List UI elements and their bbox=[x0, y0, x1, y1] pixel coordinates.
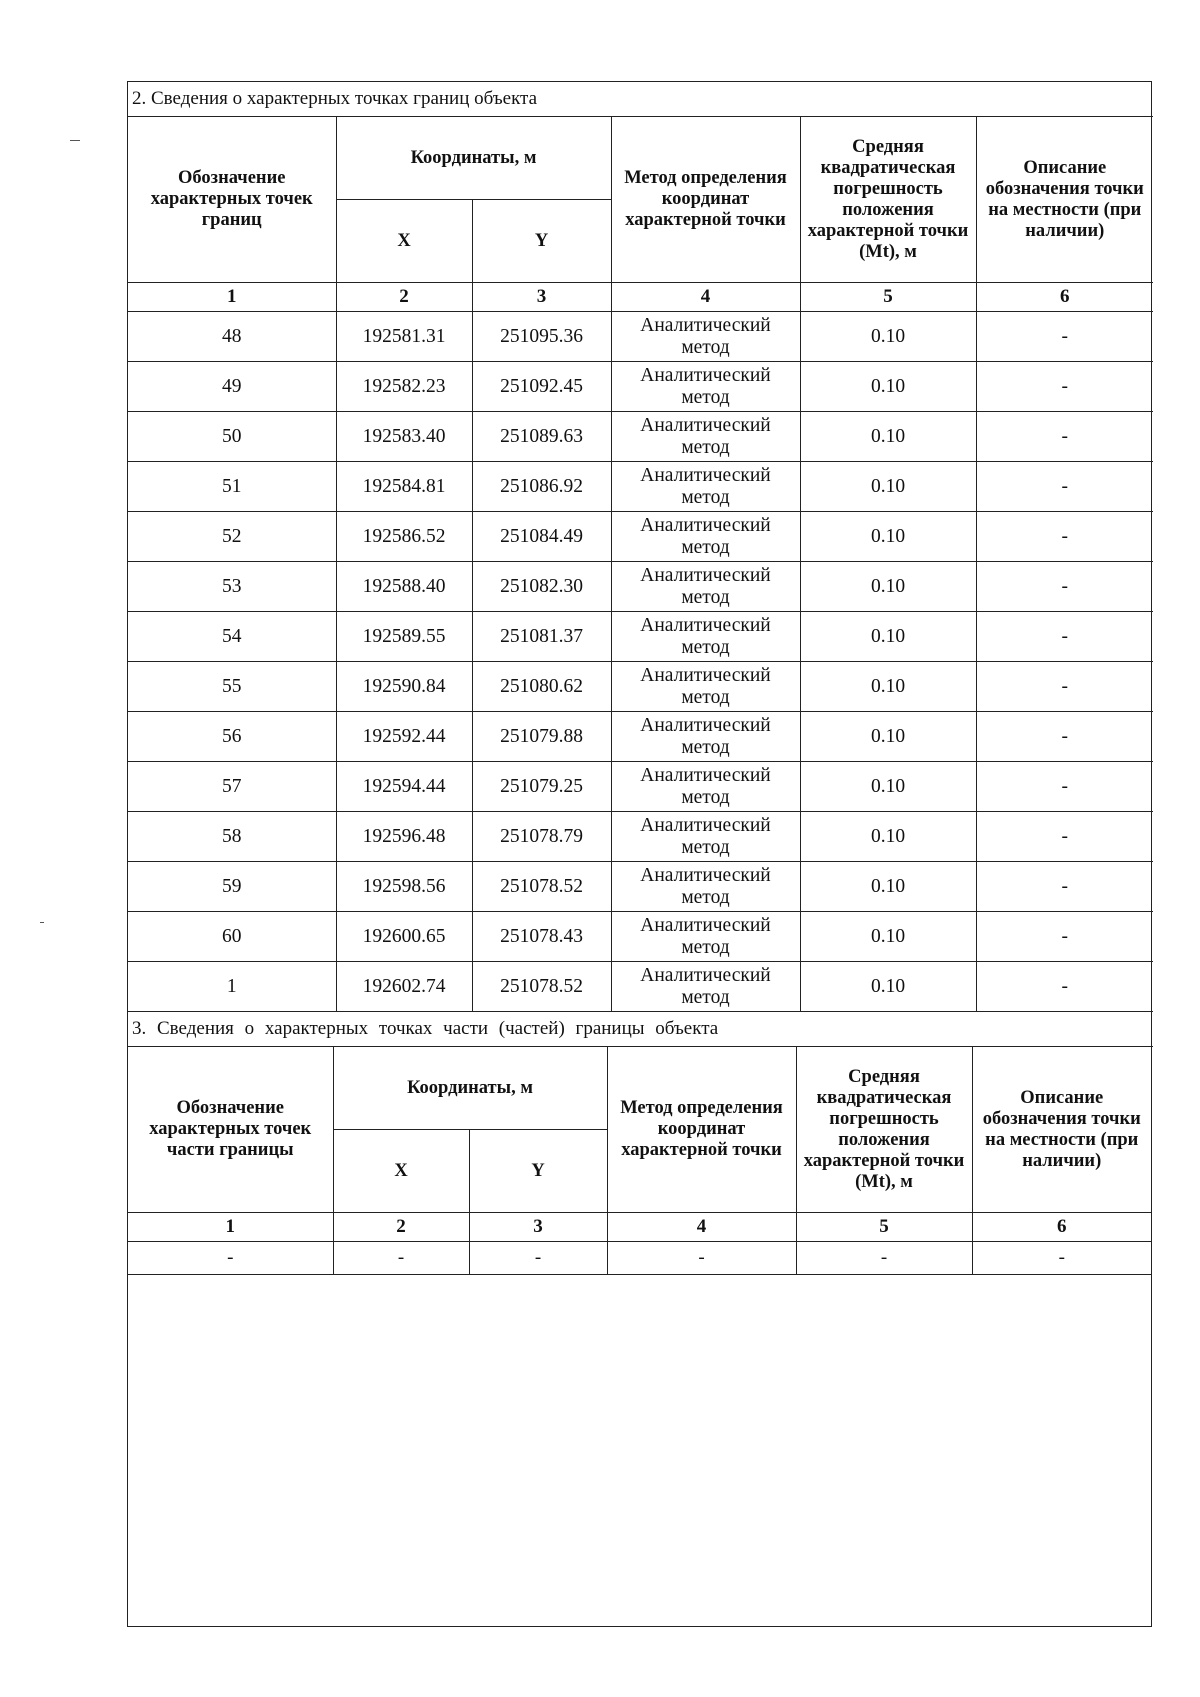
header-description: Описание обозначения точки на местности (при наличии) bbox=[972, 1047, 1151, 1213]
y-coordinate-cell: 251080.62 bbox=[472, 662, 611, 712]
table-row bbox=[128, 462, 1153, 512]
column-number: 6 bbox=[972, 1213, 1151, 1242]
error-cell: 0.10 bbox=[800, 462, 976, 512]
point-id-cell: 55 bbox=[128, 662, 336, 712]
point-id-cell: 1 bbox=[128, 962, 336, 1012]
x-coordinate-cell: 192600.65 bbox=[336, 912, 472, 962]
table-row bbox=[128, 812, 1153, 862]
y-coordinate-cell: 251079.25 bbox=[472, 762, 611, 812]
section3-table bbox=[128, 1047, 1151, 1275]
x-coordinate-cell: 192588.40 bbox=[336, 562, 472, 612]
column-number: 5 bbox=[796, 1213, 972, 1242]
method-cell: Аналитический метод bbox=[611, 312, 800, 362]
y-coordinate-cell: 251078.79 bbox=[472, 812, 611, 862]
error-cell: 0.10 bbox=[800, 512, 976, 562]
column-number: 1 bbox=[128, 283, 336, 312]
description-cell: - bbox=[976, 962, 1153, 1012]
x-coordinate-cell: 192581.31 bbox=[336, 312, 472, 362]
table-row bbox=[128, 312, 1153, 362]
header-coordinates: Координаты, м bbox=[333, 1047, 607, 1130]
column-number: 5 bbox=[800, 283, 976, 312]
table-row bbox=[128, 362, 1153, 412]
section2-title: 2. Сведения о характерных точках границ объекта bbox=[128, 82, 1153, 117]
point-id-cell: 59 bbox=[128, 862, 336, 912]
point-id-cell: 48 bbox=[128, 312, 336, 362]
header-designation: Обозначение характерных точек части границы bbox=[128, 1047, 333, 1213]
method-cell: Аналитический метод bbox=[611, 612, 800, 662]
error-cell: 0.10 bbox=[800, 312, 976, 362]
table-row bbox=[128, 962, 1153, 1012]
header-coordinates: Координаты, м bbox=[336, 117, 611, 200]
description-cell: - bbox=[976, 612, 1153, 662]
y-coordinate-cell: 251086.92 bbox=[472, 462, 611, 512]
error-cell: 0.10 bbox=[800, 612, 976, 662]
description-cell: - bbox=[976, 862, 1153, 912]
x-coordinate-cell: 192586.52 bbox=[336, 512, 472, 562]
error-cell: 0.10 bbox=[800, 712, 976, 762]
x-coordinate-cell: 192592.44 bbox=[336, 712, 472, 762]
header-y: Y bbox=[472, 200, 611, 283]
description-cell: - bbox=[976, 712, 1153, 762]
x-coordinate-cell: 192594.44 bbox=[336, 762, 472, 812]
table-row bbox=[128, 762, 1153, 812]
error-cell: 0.10 bbox=[800, 862, 976, 912]
column-number: 2 bbox=[333, 1213, 469, 1242]
scan-mark bbox=[70, 140, 80, 141]
method-cell: - bbox=[607, 1242, 796, 1275]
description-cell: - bbox=[976, 912, 1153, 962]
y-coordinate-cell: 251081.37 bbox=[472, 612, 611, 662]
column-number: 3 bbox=[472, 283, 611, 312]
description-cell: - bbox=[976, 662, 1153, 712]
header-error: Средняя квадратическая погрешность положения характерной точки (Mt), м bbox=[800, 117, 976, 283]
x-coordinate-cell: 192584.81 bbox=[336, 462, 472, 512]
table-row bbox=[128, 662, 1153, 712]
x-coordinate-cell: 192582.23 bbox=[336, 362, 472, 412]
column-number-row bbox=[128, 283, 1153, 312]
column-number-row bbox=[128, 1213, 1151, 1242]
method-cell: Аналитический метод bbox=[611, 362, 800, 412]
document-frame bbox=[127, 81, 1152, 1627]
error-cell: 0.10 bbox=[800, 762, 976, 812]
table-row bbox=[128, 712, 1153, 762]
table-row bbox=[128, 562, 1153, 612]
y-coordinate-cell: 251078.43 bbox=[472, 912, 611, 962]
x-coordinate-cell: 192589.55 bbox=[336, 612, 472, 662]
header-x: X bbox=[333, 1130, 469, 1213]
description-cell: - bbox=[976, 462, 1153, 512]
description-cell: - bbox=[976, 362, 1153, 412]
table-row bbox=[128, 412, 1153, 462]
y-coordinate-cell: 251078.52 bbox=[472, 862, 611, 912]
y-coordinate-cell: 251095.36 bbox=[472, 312, 611, 362]
method-cell: Аналитический метод bbox=[611, 662, 800, 712]
x-coordinate-cell: 192596.48 bbox=[336, 812, 472, 862]
error-cell: 0.10 bbox=[800, 912, 976, 962]
column-number: 1 bbox=[128, 1213, 333, 1242]
error-cell: 0.10 bbox=[800, 962, 976, 1012]
scan-mark bbox=[40, 922, 44, 923]
column-number: 3 bbox=[469, 1213, 607, 1242]
description-cell: - bbox=[976, 512, 1153, 562]
error-cell: 0.10 bbox=[800, 662, 976, 712]
description-cell: - bbox=[972, 1242, 1151, 1275]
description-cell: - bbox=[976, 562, 1153, 612]
method-cell: Аналитический метод bbox=[611, 562, 800, 612]
table-row bbox=[128, 862, 1153, 912]
method-cell: Аналитический метод bbox=[611, 712, 800, 762]
x-coordinate-cell: 192602.74 bbox=[336, 962, 472, 1012]
point-id-cell: 49 bbox=[128, 362, 336, 412]
x-coordinate-cell: 192583.40 bbox=[336, 412, 472, 462]
table-row bbox=[128, 912, 1153, 962]
x-coordinate-cell: 192590.84 bbox=[336, 662, 472, 712]
table-row bbox=[128, 612, 1153, 662]
section2-table bbox=[128, 82, 1153, 1047]
method-cell: Аналитический метод bbox=[611, 412, 800, 462]
header-y: Y bbox=[469, 1130, 607, 1213]
error-cell: 0.10 bbox=[800, 562, 976, 612]
point-id-cell: 58 bbox=[128, 812, 336, 862]
description-cell: - bbox=[976, 412, 1153, 462]
error-cell: 0.10 bbox=[800, 412, 976, 462]
section3-rows bbox=[128, 1242, 1151, 1275]
method-cell: Аналитический метод bbox=[611, 812, 800, 862]
point-id-cell: - bbox=[128, 1242, 333, 1275]
description-cell: - bbox=[976, 312, 1153, 362]
y-coordinate-cell: 251092.45 bbox=[472, 362, 611, 412]
method-cell: Аналитический метод bbox=[611, 462, 800, 512]
header-x: X bbox=[336, 200, 472, 283]
error-cell: - bbox=[796, 1242, 972, 1275]
method-cell: Аналитический метод bbox=[611, 762, 800, 812]
y-coordinate-cell: 251084.49 bbox=[472, 512, 611, 562]
point-id-cell: 50 bbox=[128, 412, 336, 462]
y-coordinate-cell: 251079.88 bbox=[472, 712, 611, 762]
point-id-cell: 57 bbox=[128, 762, 336, 812]
column-number: 4 bbox=[607, 1213, 796, 1242]
header-method: Метод определения координат характерной точки bbox=[607, 1047, 796, 1213]
method-cell: Аналитический метод bbox=[611, 512, 800, 562]
section3-title: 3. Сведения о характерных точках части (частей) границы объекта bbox=[128, 1012, 1153, 1047]
point-id-cell: 52 bbox=[128, 512, 336, 562]
point-id-cell: 53 bbox=[128, 562, 336, 612]
column-number: 4 bbox=[611, 283, 800, 312]
y-coordinate-cell: 251082.30 bbox=[472, 562, 611, 612]
method-cell: Аналитический метод bbox=[611, 862, 800, 912]
column-number: 2 bbox=[336, 283, 472, 312]
description-cell: - bbox=[976, 762, 1153, 812]
header-method: Метод определения координат характерной точки bbox=[611, 117, 800, 283]
description-cell: - bbox=[976, 812, 1153, 862]
method-cell: Аналитический метод bbox=[611, 962, 800, 1012]
table-row bbox=[128, 1242, 1151, 1275]
x-coordinate-cell: 192598.56 bbox=[336, 862, 472, 912]
y-coordinate-cell: - bbox=[469, 1242, 607, 1275]
error-cell: 0.10 bbox=[800, 812, 976, 862]
header-designation: Обозначение характерных точек границ bbox=[128, 117, 336, 283]
section2-rows bbox=[128, 312, 1153, 1012]
point-id-cell: 51 bbox=[128, 462, 336, 512]
table-row bbox=[128, 512, 1153, 562]
method-cell: Аналитический метод bbox=[611, 912, 800, 962]
point-id-cell: 54 bbox=[128, 612, 336, 662]
x-coordinate-cell: - bbox=[333, 1242, 469, 1275]
point-id-cell: 60 bbox=[128, 912, 336, 962]
y-coordinate-cell: 251078.52 bbox=[472, 962, 611, 1012]
error-cell: 0.10 bbox=[800, 362, 976, 412]
header-error: Средняя квадратическая погрешность положения характерной точки (Mt), м bbox=[796, 1047, 972, 1213]
column-number: 6 bbox=[976, 283, 1153, 312]
y-coordinate-cell: 251089.63 bbox=[472, 412, 611, 462]
header-description: Описание обозначения точки на местности (при наличии) bbox=[976, 117, 1153, 283]
point-id-cell: 56 bbox=[128, 712, 336, 762]
